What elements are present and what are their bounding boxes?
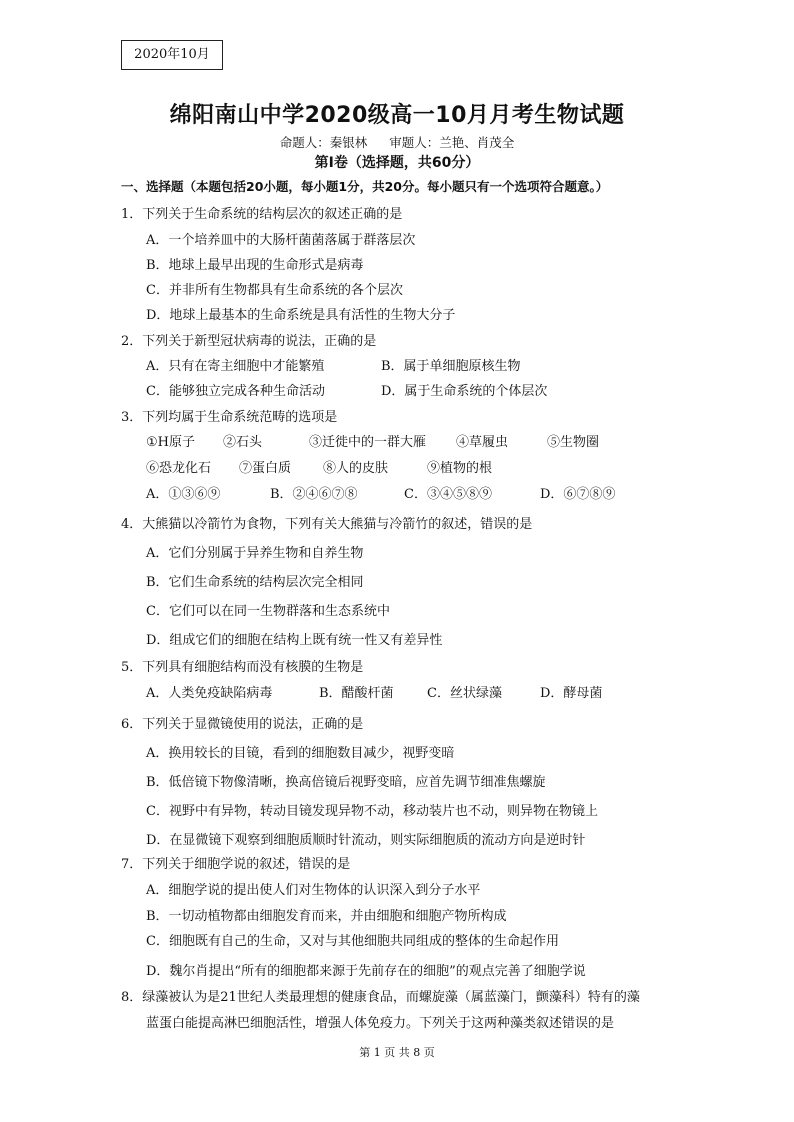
- option-d: D．⑥⑦⑧⑨: [540, 487, 616, 502]
- option-a: A．只有在寄主细胞中才能繁殖: [146, 359, 325, 374]
- option-d: D．地球上最基本的生命系统是具有活性的生物大分子: [146, 308, 456, 323]
- option-c: C．视野中有异物，转动目镜发现异物不动，移动装片也不动，则异物在物镜上: [146, 804, 598, 819]
- question-stem: 2．下列关于新型冠状病毒的说法，正确的是: [121, 334, 377, 349]
- question-stem: 6．下列关于显微镜使用的说法，正确的是: [121, 717, 364, 732]
- option-a: A．一个培养皿中的大肠杆菌菌落属于群落层次: [146, 233, 416, 248]
- option-a: A．它们分别属于异养生物和自养生物: [146, 546, 364, 561]
- item: ①H原子: [146, 435, 195, 450]
- instructions: 一、选择题（本题包括20小题，每小题1分，共20分。每小题只有一个选项符合题意。）: [121, 179, 609, 194]
- option-a: A．换用较长的目镜，看到的细胞数目减少，视野变暗: [146, 746, 455, 761]
- question-stem: 4．大熊猫以冷箭竹为食物，下列有关大熊猫与冷箭竹的叙述，错误的是: [121, 517, 533, 532]
- item: ⑨植物的根: [427, 461, 493, 476]
- option-c: C．它们可以在同一生物群落和生态系统中: [146, 604, 390, 619]
- option-b: B．②④⑥⑦⑧: [270, 487, 358, 502]
- item: ⑦蛋白质: [239, 461, 292, 476]
- option-d: D．酵母菌: [540, 686, 603, 701]
- option-c: C．并非所有生物都具有生命系统的各个层次: [146, 283, 403, 298]
- question-stem: 7．下列关于细胞学说的叙述，错误的是: [121, 857, 351, 872]
- option-b: B．醋酸杆菌: [319, 686, 394, 701]
- question-stem: 8．绿藻被认为是21世纪人类最理想的健康食品，而螺旋藻（属蓝藻门，颤藻科）特有的藻: [121, 990, 640, 1005]
- item: ⑧人的皮肤: [323, 461, 389, 476]
- option-c: C．③④⑤⑧⑨: [404, 487, 492, 502]
- option-b: B．属于单细胞原核生物: [381, 359, 521, 374]
- option-c: C．丝状绿藻: [427, 686, 502, 701]
- option-a: A．细胞学说的提出使人们对生物体的认识深入到分子水平: [146, 883, 481, 898]
- item: ③迁徙中的一群大雁: [309, 435, 427, 450]
- reviewer: 审题人：兰艳、肖茂全: [389, 135, 515, 150]
- option-a: A．人类免疫缺陷病毒: [146, 686, 273, 701]
- question-stem: 5．下列具有细胞结构而没有核膜的生物是: [121, 660, 364, 675]
- option-d: D．属于生命系统的个体层次: [381, 384, 548, 399]
- date-box: 2020年10月: [121, 40, 223, 70]
- exam-title: 绵阳南山中学2020级高一10月月考生物试题: [169, 103, 625, 128]
- question-stem-cont: 蓝蛋白能提高淋巴细胞活性，增强人体免疫力。下列关于这两种藻类叙述错误的是: [146, 1016, 615, 1031]
- option-c: C．细胞既有自己的生命，又对与其他细胞共同组成的整体的生命起作用: [146, 934, 559, 949]
- option-b: B．它们生命系统的结构层次完全相同: [146, 575, 364, 590]
- option-d: D．在显微镜下观察到细胞质顺时针流动，则实际细胞质的流动方向是逆时针: [146, 833, 586, 848]
- option-d: D．魏尔肖提出“所有的细胞都来源于先前存在的细胞”的观点完善了细胞学说: [146, 964, 586, 979]
- option-a: A．①③⑥⑨: [146, 487, 221, 502]
- question-stem: 3．下列均属于生命系统范畴的选项是: [121, 410, 338, 425]
- option-b: B．一切动植物都由细胞发育而来，并由细胞和细胞产物所构成: [146, 909, 507, 924]
- page-footer: 第 1 页 共 8 页: [359, 1046, 435, 1059]
- question-stem: 1．下列关于生命系统的结构层次的叙述正确的是: [121, 207, 403, 222]
- option-d: D．组成它们的细胞在结构上既有统一性又有差异性: [146, 633, 443, 648]
- section-title: 第Ⅰ卷（选择题，共60分）: [314, 155, 480, 171]
- item: ⑥恐龙化石: [146, 461, 212, 476]
- setter: 命题人：秦银林: [279, 135, 368, 150]
- item: ⑤生物圈: [547, 435, 600, 450]
- authors: [0, 133, 794, 151]
- item: ②石头: [223, 435, 263, 450]
- option-b: B．地球上最早出现的生命形式是病毒: [146, 258, 364, 273]
- option-c: C．能够独立完成各种生命活动: [146, 384, 325, 399]
- item: ④草履虫: [456, 435, 509, 450]
- option-b: B．低倍镜下物像清晰，换高倍镜后视野变暗，应首先调节细准焦螺旋: [146, 775, 546, 790]
